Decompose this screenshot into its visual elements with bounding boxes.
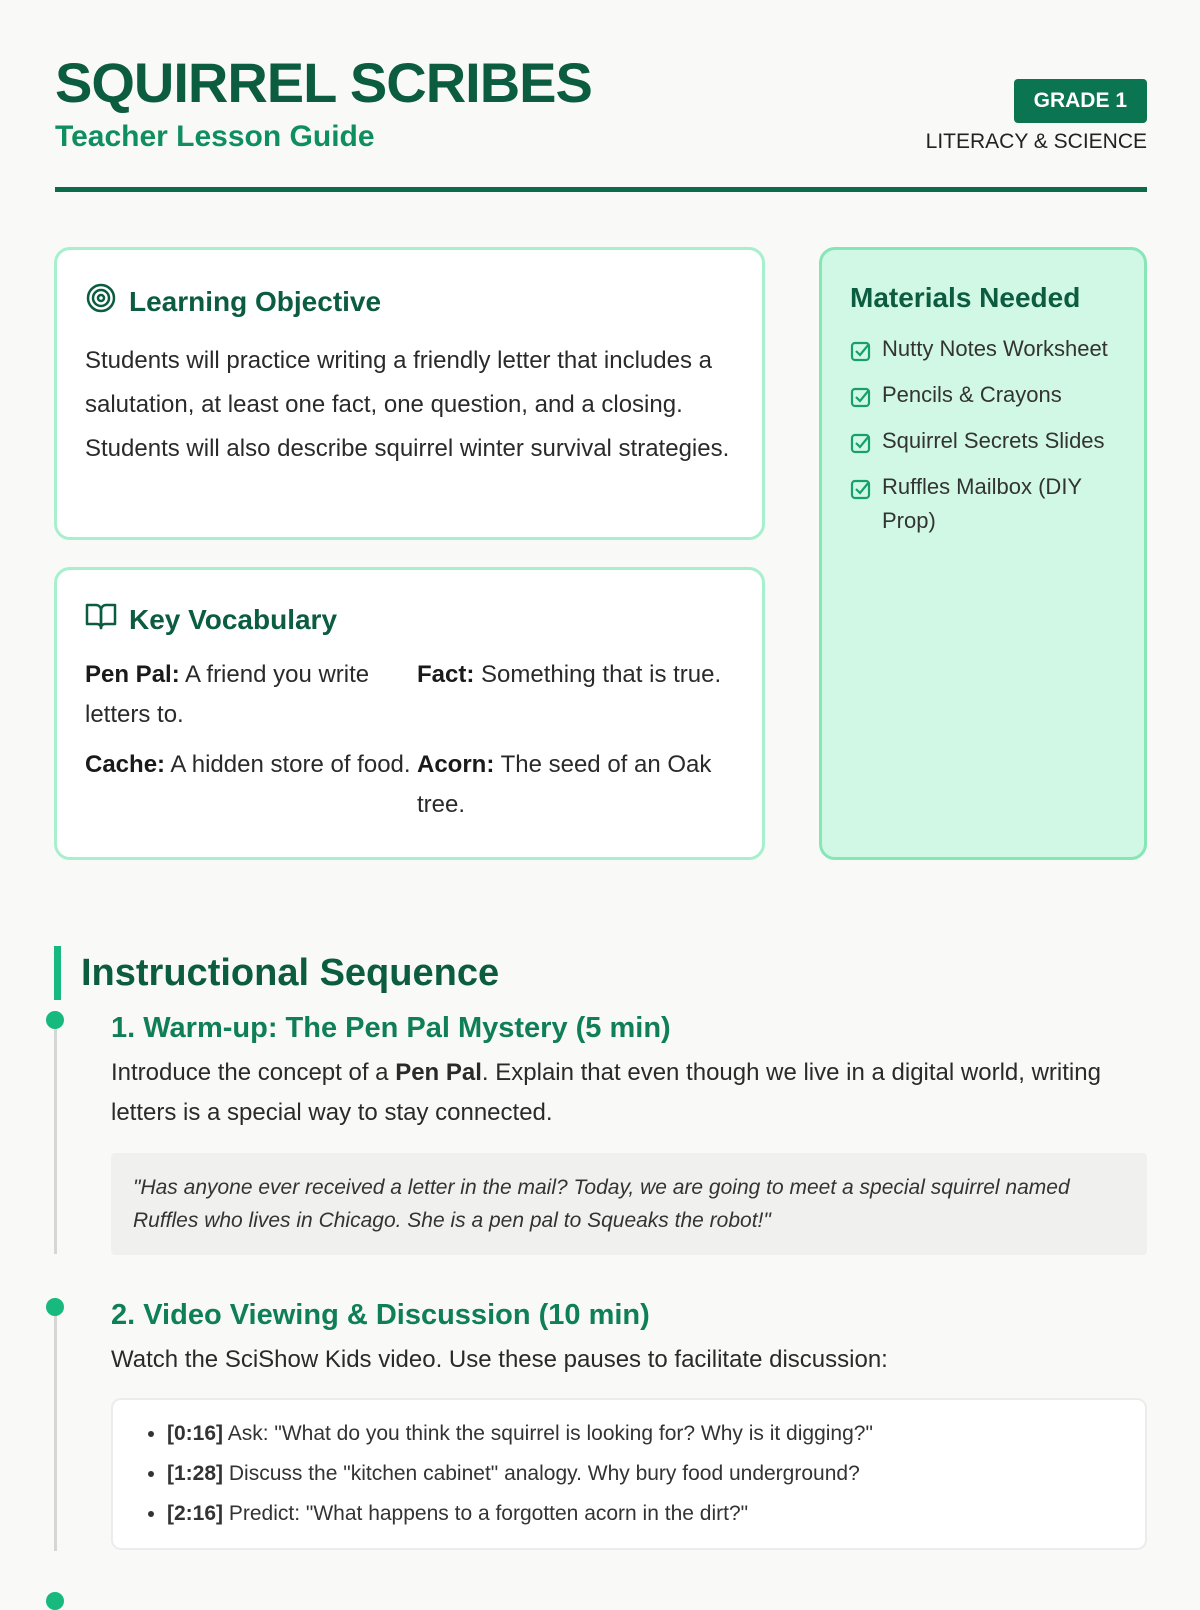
pause-item: • [2:16] Predict: "What happens to a forgotten acorn in the dirt?" [167, 1494, 1123, 1534]
timeline-line [54, 1307, 57, 1551]
step-title: 1. Warm-up: The Pen Pal Mystery (5 min) [111, 1012, 671, 1044]
book-open-icon [85, 602, 117, 637]
page-title: SQUIRREL SCRIBES [55, 51, 592, 114]
page-subtitle: Teacher Lesson Guide [55, 120, 375, 153]
video-pauses-list [111, 1398, 1147, 1550]
timeline-line [54, 1020, 57, 1254]
teacher-script-quote: "Has anyone ever received a letter in the mail? Today, we are going to meet a special squirrel named Ruffles who lives in Chicago. She is a pen pal to Squeaks the robot!" [111, 1153, 1147, 1255]
material-item: Ruffles Mailbox (DIY Prop) [850, 470, 1116, 538]
step-video-viewing [111, 1299, 1147, 1550]
key-vocabulary-card [54, 567, 765, 860]
checkbox-checked-icon [850, 432, 872, 454]
timeline-dot [46, 1592, 64, 1610]
materials-card [819, 247, 1147, 860]
pause-item: • [1:28] Discuss the "kitchen cabinet" analogy. Why bury food underground? [167, 1454, 1123, 1494]
vocab-item: Acorn: The seed of an Oak tree. [417, 751, 712, 818]
material-item: Squirrel Secrets Slides [850, 424, 1116, 458]
target-icon [85, 282, 117, 321]
vocab-item: Cache: A hidden store of food. [85, 751, 411, 778]
subject-label: LITERACY & SCIENCE [925, 130, 1147, 153]
step-text: Watch the SciShow Kids video. Use these pauses to facilitate discussion: [111, 1346, 888, 1373]
step-title: 2. Video Viewing & Discussion (10 min) [111, 1299, 650, 1331]
checkbox-checked-icon [850, 478, 872, 500]
checkbox-checked-icon [850, 340, 872, 362]
grade-badge: GRADE 1 [1014, 79, 1147, 123]
pause-item: • [0:16] Ask: "What do you think the squirrel is looking for? Why is it digging?" [167, 1414, 1123, 1454]
objective-title: Learning Objective [129, 285, 382, 317]
timeline-dot [46, 1298, 64, 1316]
sequence-heading: Instructional Sequence [54, 946, 499, 1000]
material-item: Pencils & Crayons [850, 378, 1116, 412]
vocab-item: Fact: Something that is true. [417, 661, 722, 688]
checkbox-checked-icon [850, 386, 872, 408]
material-item: Nutty Notes Worksheet [850, 332, 1116, 366]
page-header [55, 50, 1147, 192]
vocabulary-title: Key Vocabulary [129, 603, 338, 635]
vocab-item: Pen Pal: A friend you write letters to. [85, 661, 370, 728]
learning-objective-card [54, 247, 765, 540]
step-text: Introduce the concept of a Pen Pal. Explain that even though we live in a digital world, writing letters is a special way to stay connected. [111, 1059, 1101, 1126]
step-warm-up [111, 1012, 1147, 1255]
timeline-dot [46, 1011, 64, 1029]
objective-text: Students will practice writing a friendly letter that includes a salutation, at least one fact, one question, and a closing. Students will also describe squirrel winter survival strategies. [85, 347, 730, 462]
materials-title: Materials Needed [850, 282, 1081, 313]
